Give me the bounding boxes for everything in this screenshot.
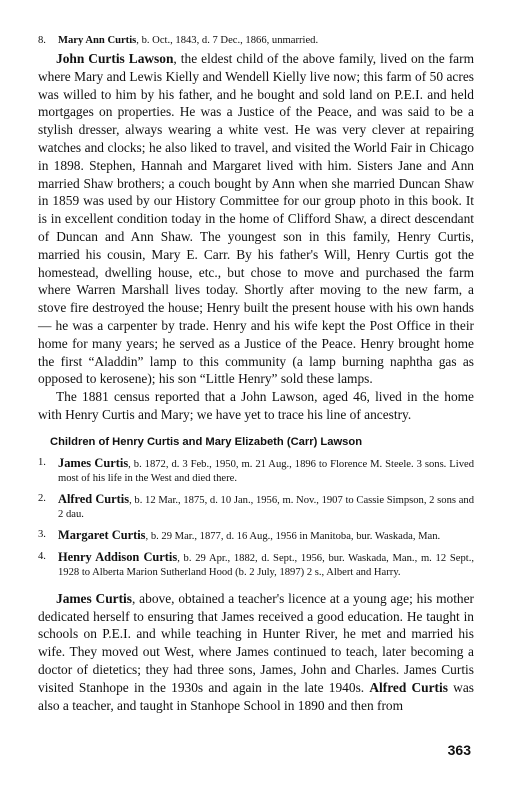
child-number: 1. bbox=[38, 456, 46, 468]
child-name: Henry Addison Curtis bbox=[58, 549, 178, 564]
paragraph-text: , the eldest child of the above family, lived on the farm where Mary and Lewis Kielly and Wendell Kielly live now; this farm of 50 acres was willed to him by his father, and he bought and sold land on P.E.I. and held mortgages on properties. He was a Justice of the Peace, and was said to be a stylish dresser, always wearing a white vest. He was very clever at repairing watches and clocks; he also liked to travel, and visited the World Fair in Chicago in 1898. Stephen, Hannah and Margaret lived with him. Sisters Jane and Ann married Shaw brothers; a couch bought by Ann when she married Duncan Shaw in 1859 was used by our History Committee for our group photo in this book. It is in excellent condition today in the home of Clifford Shaw, a direct descendant of Duncan and Ann Shaw. The youngest son in this family, Henry Curtis, married his cousin, Mary E. Carr. By his father's Will, Henry Curtis got the homestead, dwelling house, etc., but chose to move and purchased the farm where Warren Marshall lives today. Shortly after moving to the new farm, a stove fire destroyed the house; Henry built the present house with his own hands — he was a carpenter by trade. Henry and his wife kept the Post Office in their home for many years; he served as a Justice of the Peace. Henry brought home the first “Aladdin” lamp to this community (a lamp burning naphtha gas as opposed to kerosene); his son “Little Henry” sold these lamps. bbox=[38, 51, 474, 387]
child-entry bbox=[38, 528, 474, 544]
paragraph-lead-name: James Curtis bbox=[56, 590, 132, 606]
entry-mary-ann-curtis bbox=[38, 34, 474, 48]
child-details: , b. 29 Apr., 1882, d. Sept., 1956, bur. Waskada, Man., m. 12 Sept., 1928 to Alberta Marion Sutherland Hood (b. 2 July, 1897) 2 s., Albert and Harry. bbox=[58, 552, 474, 578]
children-list bbox=[38, 456, 474, 580]
document-page bbox=[38, 34, 474, 714]
child-entry bbox=[38, 550, 474, 580]
paragraph-lead-name: John Curtis Lawson bbox=[56, 51, 174, 66]
child-entry bbox=[38, 456, 474, 486]
entry-details: , b. Oct., 1843, d. 7 Dec., 1866, unmarried. bbox=[136, 35, 319, 46]
paragraph-john-curtis-lawson bbox=[38, 50, 474, 388]
children-heading: Children of Henry Curtis and Mary Elizabeth (Carr) Lawson bbox=[50, 435, 363, 448]
child-name: Margaret Curtis bbox=[58, 527, 146, 542]
child-number: 3. bbox=[38, 528, 46, 540]
child-name: James Curtis bbox=[58, 455, 129, 470]
paragraph-text: , above, obtained a teacher's licence at a young age; his mother dedicated herself to ensuring that James received a good education. He taught in schools on P.E.I. and while teaching in Hunter River, he met and married his wife. They moved out West, where James continued to teach, later becoming a doctor of dietetics; they had three sons, James, John and Charles. James Curtis visited Stanhope in the 1930s and again in the late 1940s. bbox=[38, 590, 475, 695]
page-number: 363 bbox=[447, 742, 471, 758]
child-details: , b. 1872, d. 3 Feb., 1950, m. 21 Aug., 1896 to Florence M. Steele. 3 sons. Lived most of his life in the West and died there. bbox=[58, 458, 474, 484]
paragraph-james-curtis bbox=[38, 590, 474, 715]
entry-name: Mary Ann Curtis bbox=[58, 35, 137, 46]
child-details: , b. 12 Mar., 1875, d. 10 Jan., 1956, m. Nov., 1907 to Cassie Simpson, 2 sons and 2 dau. bbox=[58, 494, 474, 520]
child-details: , b. 29 Mar., 1877, d. 16 Aug., 1956 in Manitoba, bur. Waskada, Man. bbox=[145, 530, 441, 542]
child-number: 2. bbox=[38, 492, 46, 504]
child-number: 4. bbox=[38, 550, 46, 562]
entry-number: 8. bbox=[38, 35, 46, 46]
child-entry bbox=[38, 492, 474, 522]
paragraph-census: The 1881 census reported that a John Lawson, aged 46, lived in the home with Henry Curtis and Mary; we have yet to trace his line of ancestry. bbox=[38, 389, 474, 422]
paragraph-inline-name: Alfred Curtis bbox=[369, 679, 448, 695]
child-name: Alfred Curtis bbox=[58, 491, 130, 506]
paragraph-text-continued: was also a teacher, and taught in Stanhope School in 1890 and then from bbox=[38, 679, 474, 713]
